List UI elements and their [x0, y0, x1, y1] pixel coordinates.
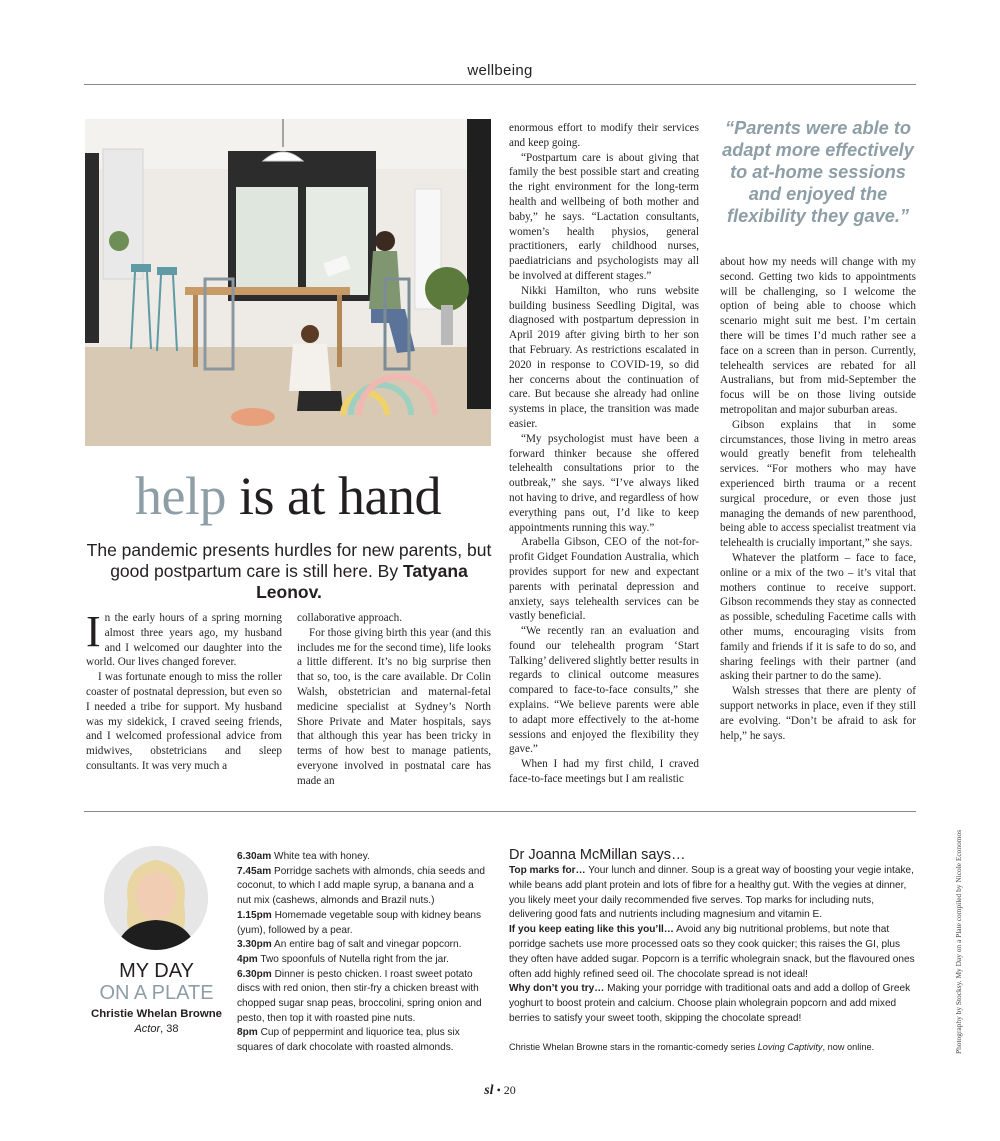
my-day-title-line-2: ON A PLATE [99, 982, 214, 1004]
headline-rest: is at hand [239, 466, 441, 526]
expert-title: Dr Joanna McMillan says… [509, 847, 686, 863]
body-paragraph: When I had my first child, I craved face-to-face meetings but I am realistic [509, 758, 699, 786]
header-rule [84, 84, 916, 85]
body-paragraph: Gibson explains that in some circumstances, those living in metro areas would greatly benefit from telehealth services. “For mothers who may have experienced birth trauma or a recent surgical procedure, or even those just managing the demands of new parenthood, being able to access specialist treatment via telehealth is crucially important,” she says. [720, 418, 916, 550]
body-paragraph: Arabella Gibson, CEO of the not-for-profit Gidget Foundation Australia, which provides support for new and expectant parents with perinatal depression and anxiety, says telehealth services can be vastly beneficial. [509, 536, 699, 623]
page-footer: sl • 20 [484, 1083, 516, 1098]
pull-quote: “Parents were able to adapt more effectively to at-home sessions and enjoyed the flexibility they gave.” [722, 118, 914, 226]
headline [85, 466, 491, 526]
diary-entry: 6.30am White tea with honey. [237, 851, 370, 862]
body-column-2 [297, 611, 491, 789]
body-paragraph: Nikki Hamilton, who runs website building business Seedling Digital, was diagnosed with postpartum depression in April 2019 after giving birth to her son that February. As restrictions escalated in 2020 in response to COVID-19, so did her concerns about the continuation of care. But because she already had online systems in place, the transition was made easier. [509, 284, 699, 430]
standfirst-text: The pandemic presents hurdles for new parents, but good postpartum care is still here. By [86, 540, 492, 581]
drop-cap: I [86, 607, 101, 656]
person-name: Christie Whelan Browne [90, 1008, 222, 1020]
body-paragraph: Walsh stresses that there are plenty of support networks in place, even if they still are evolving. “Don’t be afraid to ask for help,” he says. [720, 685, 916, 742]
expert-item: Why don’t you try… Making your porridge with traditional oats and add a dollop of Greek yoghurt to boost protein and calcium. Choose plain wholegrain popcorn and add mixed berries to satisfy your sweet tooth, skipping the chocolate spread! [509, 983, 911, 1024]
body-paragraph: “My psychologist must have been a forward thinker because she offered telehealth consultations prior to the outbreak,” she says. “I’ve always liked not having to drive, and regardless of how everything pans out, I’d like to keep appointments running this way.” [509, 432, 699, 534]
body-paragraph: In the early hours of a spring morning almost three years ago, my husband and I welcomed our daughter into the world. Our lives changed forever. [86, 607, 282, 669]
person-age: , 38 [160, 1023, 179, 1035]
body-paragraph: collaborative approach. [297, 612, 402, 624]
page-number: 20 [503, 1083, 516, 1097]
expert-item: If you keep eating like this you’ll… Avoid any big nutritional problems, but note that porridge sachets use more processed oats so they cook quicker; this raises the GI, plus they often have added sugar. Popcorn is a terrific wholegrain snack, but the flavoured ones often add highly refined seed oil. The chocolate spread is not ideal! [509, 924, 915, 980]
standfirst [82, 540, 496, 603]
person-portrait [104, 846, 208, 950]
headline-word-help: help [135, 466, 226, 526]
expert-commentary [509, 864, 917, 1027]
byline-author: Tatyana Leonov. [256, 561, 468, 602]
photo-credit: Photography by Stocksy. My Day on a Plate compiled by Nicole Economos [954, 829, 963, 1054]
feature-photo [85, 119, 491, 446]
body-paragraph: I was fortunate enough to miss the roller coaster of postnatal depression, but even so I needed a tribe for support. My husband was my sidekick, I craved seeing friends, and I welcomed professional advice from midwives, obstetricians and sleep consultants. It was very much a [86, 671, 282, 772]
expert-item: Top marks for… Your lunch and dinner. Soup is a great way of boosting your vegie intake, while beans add plant protein and lots of fibre for a healthy gut. With the vegies at dinner, you likely meet your daily recommended five serves. Top marks for including nuts, delivering good fats and nutrients including magnesium and vitamin E. [509, 865, 914, 921]
body-column-4 [720, 255, 916, 743]
diary-entry: 6.30pm Dinner is pesto chicken. I roast sweet potato discs with red onion, then stir-fry a chicken breast with chopped sugar snap peas, broccolini, spring onion and pesto, then top it with roasted pine nuts. [237, 968, 482, 1024]
diary-entry: 7.45am Porridge sachets with almonds, chia seeds and coconut, to which I add maple syrup, a banana and a nut mix (cashews, almonds and Brazil nuts.) [237, 865, 486, 907]
body-paragraph: enormous effort to modify their services and keep going. [509, 122, 699, 149]
body-paragraph: “Postpartum care is about giving that family the best possible start and creating the right environment for the long-term health and wellbeing of both mother and baby,” he says. “Lactation consultants, women’s health physios, general practitioners, early childhood nurses, paediatricians and psychologists may all be involved at different stages.” [509, 151, 699, 282]
body-paragraph: Whatever the platform – face to face, online or a mix of the two – it’s vital that mothers continue to receive support. Gibson recommends they stay as connected as possible, scheduling Facetime calls with other mums, encouraging visits from family and friends if it is safe to do so, and sharing feelings with their partner (and asking their partner to do the same). [720, 551, 916, 683]
body-paragraph: “We recently ran an evaluation and found our telehealth program ‘Start Talking’ delivered slightly better results in regards to clinical outcome measures compared to face-to-face consults,” she explains. “We believe parents were able to adapt more effectively to the at-home sessions and enjoyed the flexibility they gave.” [509, 625, 699, 756]
section-divider [84, 811, 916, 812]
magazine-logo: sl [484, 1083, 494, 1098]
diary-entry: 4pm Two spoonfuls of Nutella right from the jar. [237, 953, 449, 965]
my-day-title-line-1: MY DAY [119, 960, 194, 982]
body-paragraph: For those giving birth this year (and this includes me for the second time), life looks a little different. It’s no big surprise then that so, too, is the care available. Dr Colin Walsh, obstetrician and maternal-fetal medicine specialist at Sydney’s North Shore Private and Mater hospitals, says that although this year has been tricky in terms of how best to manage patients, everyone involved in postnatal care has made an [297, 626, 491, 787]
show-title: Loving Captivity [757, 1042, 823, 1052]
body-paragraph: about how my needs will change with my second. Getting two kids to appointments will be challenging, so I welcome the option of being able to choose which scenario might suit me best. I’m certain there will be times I’d much rather see a face on a screen than in person. Currently, telehealth services are rebated for all Australians, but from mid-September the focus will be on those living outside metropolitan and major suburban areas. [720, 256, 916, 416]
person-role [85, 1023, 228, 1035]
food-diary [237, 850, 485, 1056]
show-footnote: Christie Whelan Browne stars in the romantic-comedy series Loving Captivity, now online. [509, 1042, 875, 1052]
diary-entry: 1.15pm Homemade vegetable soup with kidney beans (yum), followed by a pear. [237, 909, 482, 936]
diary-entry: 3.30pm An entire bag of salt and vinegar popcorn. [237, 939, 462, 951]
person-occupation: Actor [134, 1023, 161, 1035]
body-column-3 [509, 121, 699, 787]
section-label: wellbeing [467, 62, 533, 79]
diary-entry: 8pm Cup of peppermint and liquorice tea, plus six squares of dark chocolate with roasted almonds. [237, 1027, 460, 1054]
body-column-1 [86, 607, 282, 774]
